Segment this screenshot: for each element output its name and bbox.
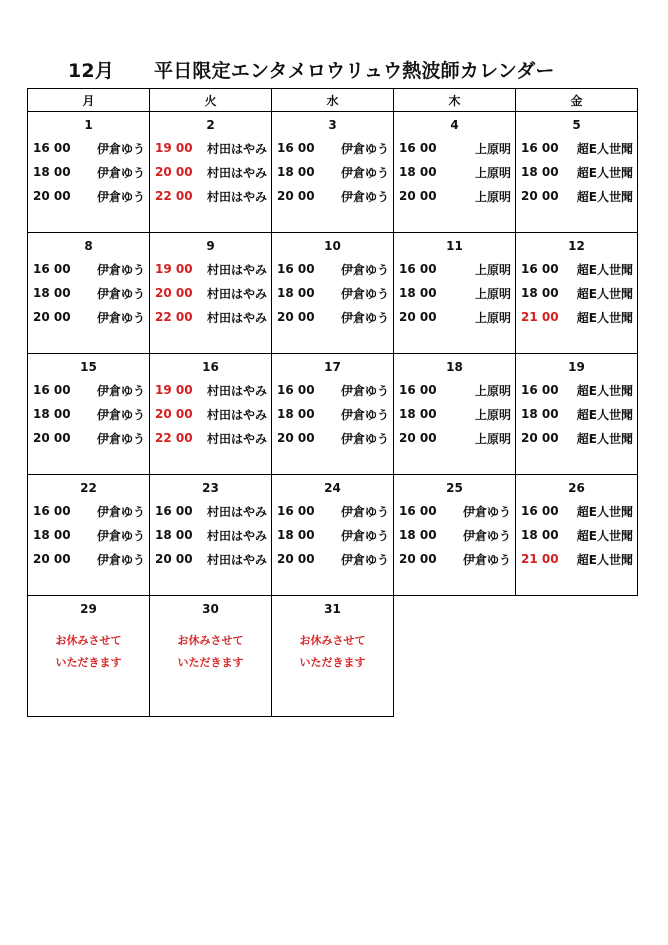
day-number: 11: [446, 239, 463, 253]
day-cell: [394, 112, 516, 233]
schedule-slot: [272, 281, 393, 305]
slot-performer: 超E人世聞: [576, 310, 633, 325]
slot-performer: 村田はやみ: [206, 189, 267, 204]
schedule-slot: [516, 281, 637, 305]
day-cell: [272, 112, 394, 233]
slot-time: 16 00: [521, 383, 559, 397]
day-cell: [516, 233, 638, 354]
schedule-slot: [150, 257, 271, 281]
closed-notice: [150, 630, 271, 674]
slot-time: 20 00: [521, 431, 559, 445]
schedule-slot: [272, 184, 393, 208]
day-cell: [150, 596, 272, 717]
slot-time: 20 00: [277, 189, 315, 203]
schedule-slot: [272, 257, 393, 281]
schedule-slot: [150, 547, 271, 571]
slot-performer: 村田はやみ: [206, 310, 267, 325]
closed-notice: [272, 630, 393, 674]
schedule-slot: [394, 523, 515, 547]
schedule-slot: [516, 378, 637, 402]
day-cell: [150, 475, 272, 596]
day-cell: [28, 233, 150, 354]
slot-performer: 伊倉ゆう: [96, 165, 145, 180]
day-cell: [28, 596, 150, 717]
slot-time: 18 00: [33, 286, 71, 300]
slot-performer: 伊倉ゆう: [96, 262, 145, 277]
slot-time: 16 00: [277, 383, 315, 397]
schedule-slot: [28, 402, 149, 426]
slot-performer: 村田はやみ: [206, 286, 267, 301]
slot-time: 20 00: [399, 310, 437, 324]
slot-performer: 村田はやみ: [206, 504, 267, 519]
day-cell: [150, 354, 272, 475]
slot-time: 16 00: [33, 141, 71, 155]
slot-performer: 伊倉ゆう: [340, 504, 389, 519]
slot-performer: 伊倉ゆう: [96, 141, 145, 156]
slot-performer: 伊倉ゆう: [462, 528, 511, 543]
closed-notice-line: いただきます: [177, 656, 244, 669]
schedule-slot: [150, 499, 271, 523]
slot-performer: 超E人世聞: [576, 407, 633, 422]
slot-performer: 伊倉ゆう: [340, 407, 389, 422]
slot-time: 19 00: [155, 141, 193, 155]
schedule-slot: [516, 160, 637, 184]
slot-performer: 伊倉ゆう: [96, 310, 145, 325]
day-cell: [394, 233, 516, 354]
day-number: 4: [450, 118, 459, 132]
weekday-header: 木: [394, 89, 516, 112]
schedule-slot: [272, 523, 393, 547]
empty-cell: [394, 596, 516, 717]
schedule-slot: [28, 305, 149, 329]
slot-performer: 伊倉ゆう: [340, 141, 389, 156]
slot-performer: 超E人世聞: [576, 262, 633, 277]
slot-performer: 伊倉ゆう: [340, 189, 389, 204]
empty-cell: [516, 596, 638, 717]
day-number: 5: [572, 118, 581, 132]
slot-time: 16 00: [521, 504, 559, 518]
schedule-slot: [516, 426, 637, 450]
weekday-header-row: [28, 89, 638, 112]
slot-time: 16 00: [155, 504, 193, 518]
schedule-slot: [394, 160, 515, 184]
closed-notice-line: いただきます: [299, 656, 366, 669]
day-number: 18: [446, 360, 463, 374]
day-number: 29: [80, 602, 97, 616]
schedule-slot: [516, 184, 637, 208]
day-cell: [272, 354, 394, 475]
slot-performer: 伊倉ゆう: [96, 407, 145, 422]
slot-performer: 伊倉ゆう: [462, 552, 511, 567]
slot-performer: 伊倉ゆう: [462, 504, 511, 519]
slot-performer: 上原明: [474, 383, 511, 398]
slot-time: 18 00: [521, 528, 559, 542]
schedule-slot: [28, 184, 149, 208]
slot-time: 16 00: [399, 262, 437, 276]
week-row: [28, 233, 638, 354]
slot-time: 20 00: [155, 552, 193, 566]
day-number: 3: [328, 118, 337, 132]
schedule-slot: [28, 547, 149, 571]
schedule-slot: [150, 160, 271, 184]
slot-performer: 超E人世聞: [576, 383, 633, 398]
slot-time: 20 00: [33, 310, 71, 324]
slot-time: 18 00: [277, 407, 315, 421]
slot-time: 18 00: [521, 407, 559, 421]
day-number: 9: [206, 239, 215, 253]
day-cell: [516, 475, 638, 596]
slot-time: 16 00: [399, 383, 437, 397]
day-cell: [150, 112, 272, 233]
slot-time: 16 00: [521, 262, 559, 276]
slot-time: 16 00: [277, 262, 315, 276]
schedule-slot: [394, 257, 515, 281]
slot-performer: 上原明: [474, 165, 511, 180]
week-row: [28, 596, 638, 717]
slot-performer: 村田はやみ: [206, 165, 267, 180]
slot-performer: 上原明: [474, 286, 511, 301]
schedule-slot: [516, 257, 637, 281]
schedule-slot: [28, 378, 149, 402]
day-number: 25: [446, 481, 463, 495]
slot-performer: 超E人世聞: [576, 431, 633, 446]
slot-time: 18 00: [521, 165, 559, 179]
slot-time: 20 00: [33, 552, 71, 566]
day-number: 22: [80, 481, 97, 495]
week-row: [28, 112, 638, 233]
day-number: 1: [84, 118, 93, 132]
schedule-slot: [272, 426, 393, 450]
slot-time: 18 00: [155, 528, 193, 542]
slot-time: 20 00: [521, 189, 559, 203]
schedule-slot: [394, 378, 515, 402]
schedule-slot: [516, 402, 637, 426]
schedule-slot: [272, 305, 393, 329]
slot-time: 22 00: [155, 189, 193, 203]
day-number: 23: [202, 481, 219, 495]
schedule-slot: [150, 136, 271, 160]
slot-performer: 村田はやみ: [206, 552, 267, 567]
slot-performer: 上原明: [474, 407, 511, 422]
schedule-slot: [28, 281, 149, 305]
slot-time: 16 00: [521, 141, 559, 155]
calendar-body: [28, 112, 638, 717]
schedule-slot: [272, 547, 393, 571]
slot-performer: 伊倉ゆう: [340, 552, 389, 567]
closed-notice-line: いただきます: [55, 656, 122, 669]
slot-time: 20 00: [399, 431, 437, 445]
slot-performer: 村田はやみ: [206, 383, 267, 398]
slot-performer: 上原明: [474, 431, 511, 446]
slot-performer: 村田はやみ: [206, 407, 267, 422]
slot-performer: 伊倉ゆう: [340, 310, 389, 325]
slot-time: 19 00: [155, 262, 193, 276]
slot-performer: 超E人世聞: [576, 165, 633, 180]
slot-performer: 上原明: [474, 189, 511, 204]
slot-performer: 伊倉ゆう: [96, 286, 145, 301]
day-number: 26: [568, 481, 585, 495]
day-cell: [272, 233, 394, 354]
weekday-header: 火: [150, 89, 272, 112]
day-cell: [516, 354, 638, 475]
slot-performer: 伊倉ゆう: [340, 262, 389, 277]
schedule-slot: [394, 136, 515, 160]
day-number: 31: [324, 602, 341, 616]
slot-time: 18 00: [277, 528, 315, 542]
week-row: [28, 354, 638, 475]
schedule-slot: [394, 305, 515, 329]
schedule-slot: [394, 402, 515, 426]
title-month: 12月: [68, 60, 115, 82]
day-number: 8: [84, 239, 93, 253]
weekday-header: 金: [516, 89, 638, 112]
slot-time: 18 00: [399, 286, 437, 300]
slot-performer: 超E人世聞: [576, 141, 633, 156]
slot-performer: 伊倉ゆう: [96, 552, 145, 567]
schedule-slot: [150, 378, 271, 402]
slot-performer: 超E人世聞: [576, 528, 633, 543]
schedule-slot: [394, 499, 515, 523]
week-row: [28, 475, 638, 596]
slot-performer: 伊倉ゆう: [340, 165, 389, 180]
slot-performer: 伊倉ゆう: [340, 286, 389, 301]
day-cell: [150, 233, 272, 354]
slot-time: 19 00: [155, 383, 193, 397]
day-number: 2: [206, 118, 215, 132]
schedule-slot: [516, 305, 637, 329]
slot-time: 16 00: [399, 141, 437, 155]
day-cell: [516, 112, 638, 233]
schedule-slot: [272, 378, 393, 402]
closed-notice-line: お休みさせて: [177, 634, 244, 647]
slot-performer: 伊倉ゆう: [340, 431, 389, 446]
schedule-slot: [272, 136, 393, 160]
schedule-slot: [516, 523, 637, 547]
slot-time: 22 00: [155, 310, 193, 324]
slot-time: 20 00: [277, 431, 315, 445]
slot-time: 20 00: [33, 189, 71, 203]
day-number: 16: [202, 360, 219, 374]
schedule-slot: [150, 305, 271, 329]
slot-performer: 伊倉ゆう: [340, 383, 389, 398]
slot-time: 20 00: [155, 165, 193, 179]
slot-time: 20 00: [33, 431, 71, 445]
slot-time: 21 00: [521, 310, 559, 324]
day-cell: [272, 475, 394, 596]
slot-performer: 伊倉ゆう: [96, 504, 145, 519]
slot-performer: 超E人世聞: [576, 504, 633, 519]
schedule-slot: [150, 281, 271, 305]
schedule-slot: [28, 426, 149, 450]
slot-performer: 超E人世聞: [576, 189, 633, 204]
day-cell: [272, 596, 394, 717]
schedule-slot: [150, 523, 271, 547]
slot-time: 18 00: [521, 286, 559, 300]
slot-time: 20 00: [399, 552, 437, 566]
schedule-slot: [150, 402, 271, 426]
slot-time: 18 00: [399, 165, 437, 179]
schedule-slot: [150, 426, 271, 450]
slot-time: 21 00: [521, 552, 559, 566]
slot-time: 18 00: [399, 528, 437, 542]
slot-performer: 伊倉ゆう: [96, 528, 145, 543]
slot-performer: 村田はやみ: [206, 528, 267, 543]
schedule-slot: [394, 426, 515, 450]
slot-performer: 超E人世聞: [576, 286, 633, 301]
slot-time: 18 00: [33, 528, 71, 542]
day-cell: [28, 475, 150, 596]
schedule-slot: [150, 184, 271, 208]
title-text: 平日限定エンタメロウリュウ熱波師カレンダー: [154, 60, 555, 82]
schedule-slot: [516, 136, 637, 160]
slot-time: 16 00: [33, 504, 71, 518]
closed-notice-line: お休みさせて: [299, 634, 366, 647]
slot-time: 20 00: [399, 189, 437, 203]
slot-time: 20 00: [155, 407, 193, 421]
page-title: [68, 56, 555, 83]
day-number: 12: [568, 239, 585, 253]
day-number: 30: [202, 602, 219, 616]
day-number: 10: [324, 239, 341, 253]
schedule-slot: [516, 499, 637, 523]
slot-time: 16 00: [33, 262, 71, 276]
slot-time: 22 00: [155, 431, 193, 445]
calendar-table: [27, 88, 638, 717]
day-cell: [394, 475, 516, 596]
slot-time: 18 00: [33, 407, 71, 421]
day-number: 19: [568, 360, 585, 374]
weekday-header: 月: [28, 89, 150, 112]
slot-performer: 村田はやみ: [206, 141, 267, 156]
schedule-slot: [28, 160, 149, 184]
slot-time: 16 00: [399, 504, 437, 518]
slot-performer: 伊倉ゆう: [96, 189, 145, 204]
slot-performer: 伊倉ゆう: [340, 528, 389, 543]
slot-performer: 超E人世聞: [576, 552, 633, 567]
day-number: 24: [324, 481, 341, 495]
slot-time: 18 00: [277, 165, 315, 179]
slot-time: 16 00: [33, 383, 71, 397]
day-cell: [28, 112, 150, 233]
weekday-header: 水: [272, 89, 394, 112]
day-number: 15: [80, 360, 97, 374]
schedule-slot: [394, 281, 515, 305]
schedule-slot: [394, 184, 515, 208]
slot-performer: 上原明: [474, 262, 511, 277]
slot-performer: 伊倉ゆう: [96, 431, 145, 446]
schedule-slot: [272, 402, 393, 426]
schedule-slot: [28, 257, 149, 281]
schedule-slot: [516, 547, 637, 571]
day-number: 17: [324, 360, 341, 374]
schedule-slot: [394, 547, 515, 571]
schedule-slot: [28, 523, 149, 547]
day-cell: [28, 354, 150, 475]
slot-performer: 上原明: [474, 310, 511, 325]
schedule-slot: [272, 160, 393, 184]
closed-notice-line: お休みさせて: [55, 634, 122, 647]
schedule-slot: [272, 499, 393, 523]
slot-time: 16 00: [277, 504, 315, 518]
slot-time: 20 00: [277, 310, 315, 324]
schedule-slot: [28, 136, 149, 160]
day-cell: [394, 354, 516, 475]
slot-time: 20 00: [277, 552, 315, 566]
slot-time: 16 00: [277, 141, 315, 155]
slot-performer: 村田はやみ: [206, 431, 267, 446]
closed-notice: [28, 630, 149, 674]
slot-performer: 伊倉ゆう: [96, 383, 145, 398]
slot-performer: 村田はやみ: [206, 262, 267, 277]
slot-time: 18 00: [399, 407, 437, 421]
schedule-slot: [28, 499, 149, 523]
slot-performer: 上原明: [474, 141, 511, 156]
slot-time: 18 00: [277, 286, 315, 300]
slot-time: 18 00: [33, 165, 71, 179]
slot-time: 20 00: [155, 286, 193, 300]
